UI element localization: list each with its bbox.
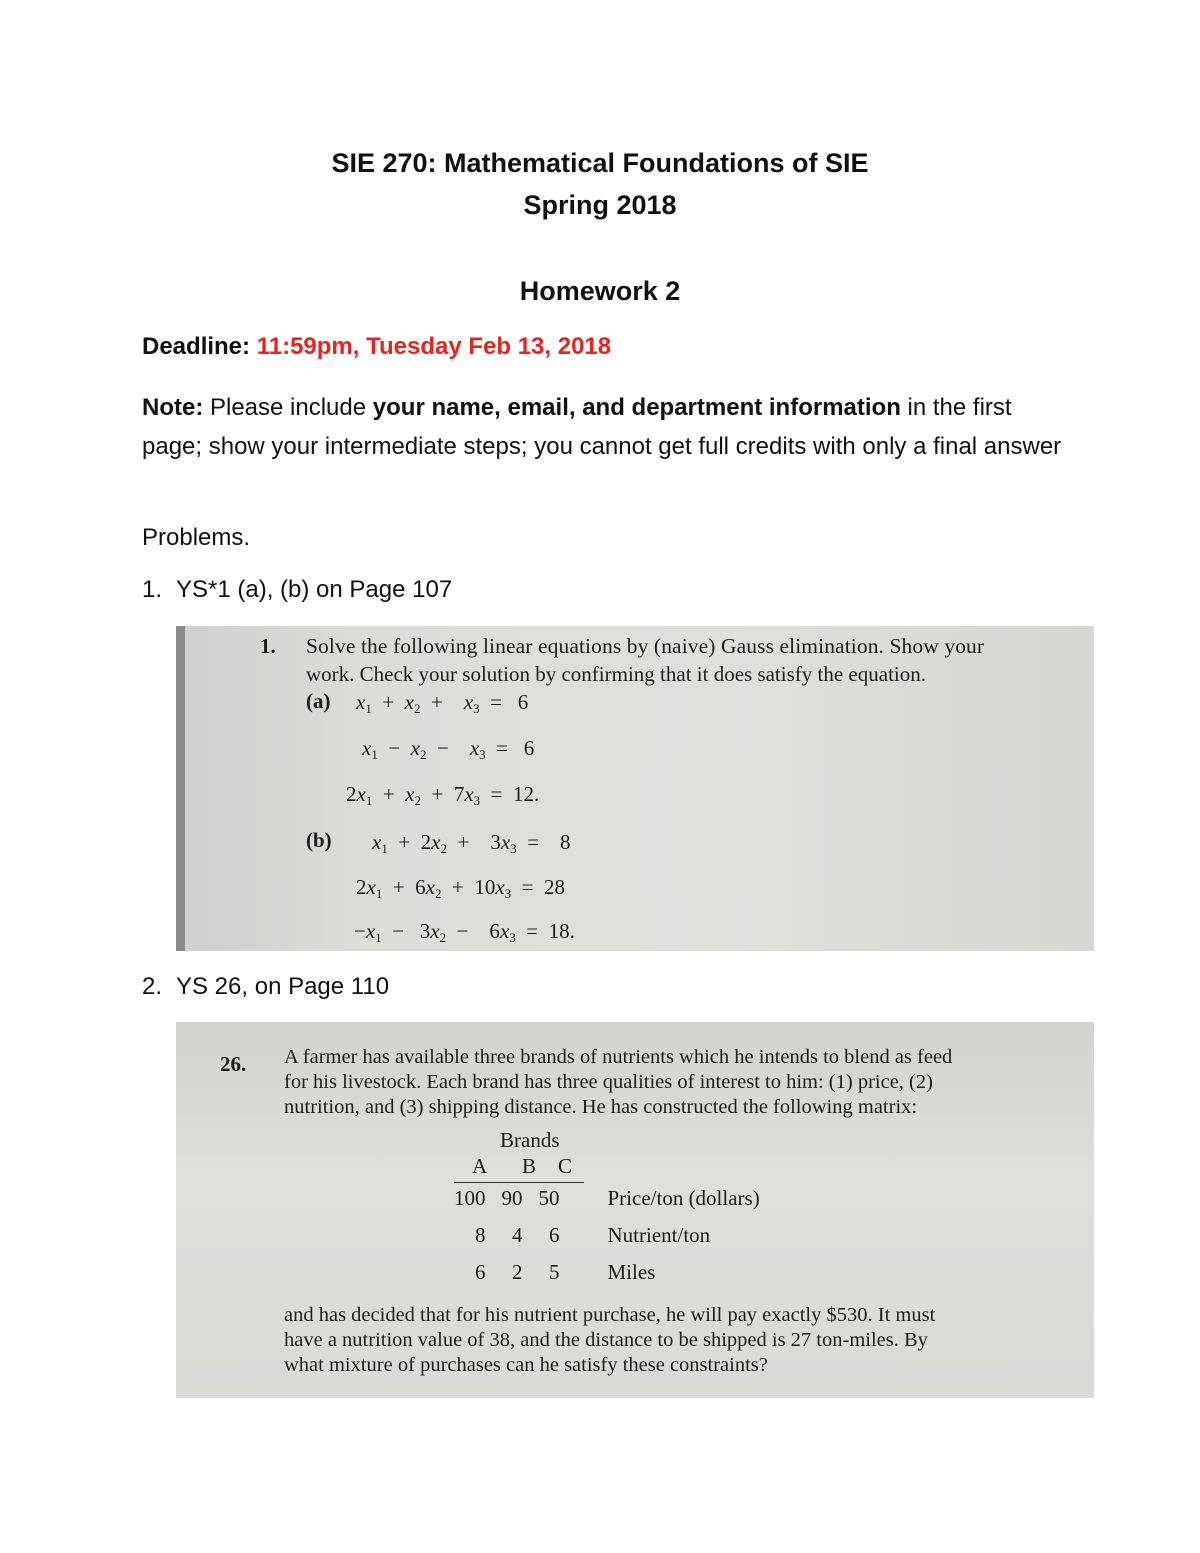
deadline-value: 11:59pm, Tuesday Feb 13, 2018 bbox=[256, 333, 612, 360]
equation-b2: $2x_1 + 6x_2 + 10x_3 = 28$ bbox=[356, 875, 566, 901]
matrix-cell: 5 bbox=[549, 1260, 560, 1284]
scan-2-line-2: for his livestock. Each brand has three qualities of interest to him: (1) price, (2) bbox=[284, 1071, 933, 1093]
equation-a2: $x_1 - x_2$ − $x_3 = 6$ bbox=[362, 736, 535, 762]
course-title: SIE 270: Mathematical Foundations of SIE bbox=[331, 148, 869, 178]
assignment-title: Homework 2 bbox=[519, 276, 681, 306]
brands-label: Brands bbox=[500, 1128, 560, 1152]
scan-1-number: 1. bbox=[260, 634, 276, 658]
term-title: Spring 2018 bbox=[523, 190, 677, 220]
matrix-row bbox=[446, 1217, 768, 1254]
matrix-cell: 8 bbox=[475, 1223, 486, 1247]
scan-1-text-line-1: Solve the following linear equations by (naive) Gauss elimination. Show your bbox=[306, 634, 985, 658]
matrix-row-label: Miles bbox=[607, 1260, 656, 1284]
matrix-cell: 50 bbox=[538, 1186, 560, 1210]
problem-2-scan-image bbox=[176, 1022, 1094, 1398]
note-text-1: Please include bbox=[203, 394, 373, 421]
matrix-row bbox=[446, 1254, 768, 1291]
problems-label: Problems. bbox=[142, 524, 251, 551]
equation-b1: $x_1 + 2x_2$ + $3x_3$ = 8 bbox=[372, 830, 571, 856]
matrix-cell: 4 bbox=[512, 1223, 523, 1247]
note-paragraph bbox=[142, 388, 1062, 466]
matrix-row-label: Nutrient/ton bbox=[607, 1223, 711, 1247]
problem-2-number: 2. bbox=[142, 973, 163, 1000]
problem-2-heading-text: YS 26, on Page 110 bbox=[176, 973, 390, 1000]
equation-a3: $2x_1 + x_2 + 7x_3 = 12$. bbox=[346, 782, 540, 808]
scan-2-after-line-1: and has decided that for his nutrient purchase, he will pay exactly $530. It must bbox=[284, 1304, 936, 1326]
scan-2-line-3: nutrition, and (3) shipping distance. He has constructed the following matrix: bbox=[284, 1096, 918, 1118]
deadline-label: Deadline: bbox=[142, 333, 251, 360]
deadline-line bbox=[142, 333, 611, 361]
column-a: A bbox=[472, 1154, 488, 1178]
scan-2-line-1: A farmer has available three brands of nutrients which he intends to blend as feed bbox=[284, 1046, 953, 1068]
matrix-cell: 2 bbox=[512, 1260, 523, 1284]
scan-2-number: 26. bbox=[220, 1052, 247, 1076]
part-b-label: (b) bbox=[306, 828, 332, 852]
matrix-cell: 90 bbox=[501, 1186, 523, 1210]
scan-2-after-line-2: have a nutrition value of 38, and the distance to be shipped is 27 ton-miles. By bbox=[284, 1329, 928, 1351]
problem-1-heading-text: YS*1 (a), (b) on Page 107 bbox=[176, 576, 453, 603]
part-a-label: (a) bbox=[306, 689, 331, 713]
scan-1-text-line-2: work. Check your solution by confirming that it does satisfy the equation. bbox=[306, 662, 926, 686]
equation-b3: $-x_1 - 3x_2$ − $6x_3 = 18$. bbox=[354, 919, 575, 945]
column-c: C bbox=[558, 1154, 573, 1178]
note-bold-text: your name, email, and department information bbox=[372, 394, 901, 421]
problem-2-heading bbox=[142, 973, 390, 1001]
brand-matrix bbox=[446, 1180, 768, 1291]
scan-2-after-line-3: what mixture of purchases can he satisfy these constraints? bbox=[284, 1354, 768, 1376]
matrix-row-label: Price/ton (dollars) bbox=[607, 1186, 760, 1210]
matrix-cell: 6 bbox=[549, 1223, 560, 1247]
note-text-2: in the first page; show your intermediate steps; you cannot get full credits with only a final answer bbox=[142, 394, 1062, 460]
equation-a1: $x_1 + x_2$ + $x_3 = 6$ bbox=[356, 690, 529, 716]
note-label: Note: bbox=[142, 394, 204, 421]
matrix-cell: 100 bbox=[454, 1186, 486, 1210]
scan-edge bbox=[176, 626, 185, 951]
problem-1-heading bbox=[142, 576, 453, 604]
problem-1-number: 1. bbox=[142, 576, 163, 603]
problem-1-scan-image bbox=[176, 626, 1094, 951]
matrix-row bbox=[446, 1180, 768, 1217]
matrix-cell: 6 bbox=[475, 1260, 486, 1284]
column-b: B bbox=[522, 1154, 537, 1178]
